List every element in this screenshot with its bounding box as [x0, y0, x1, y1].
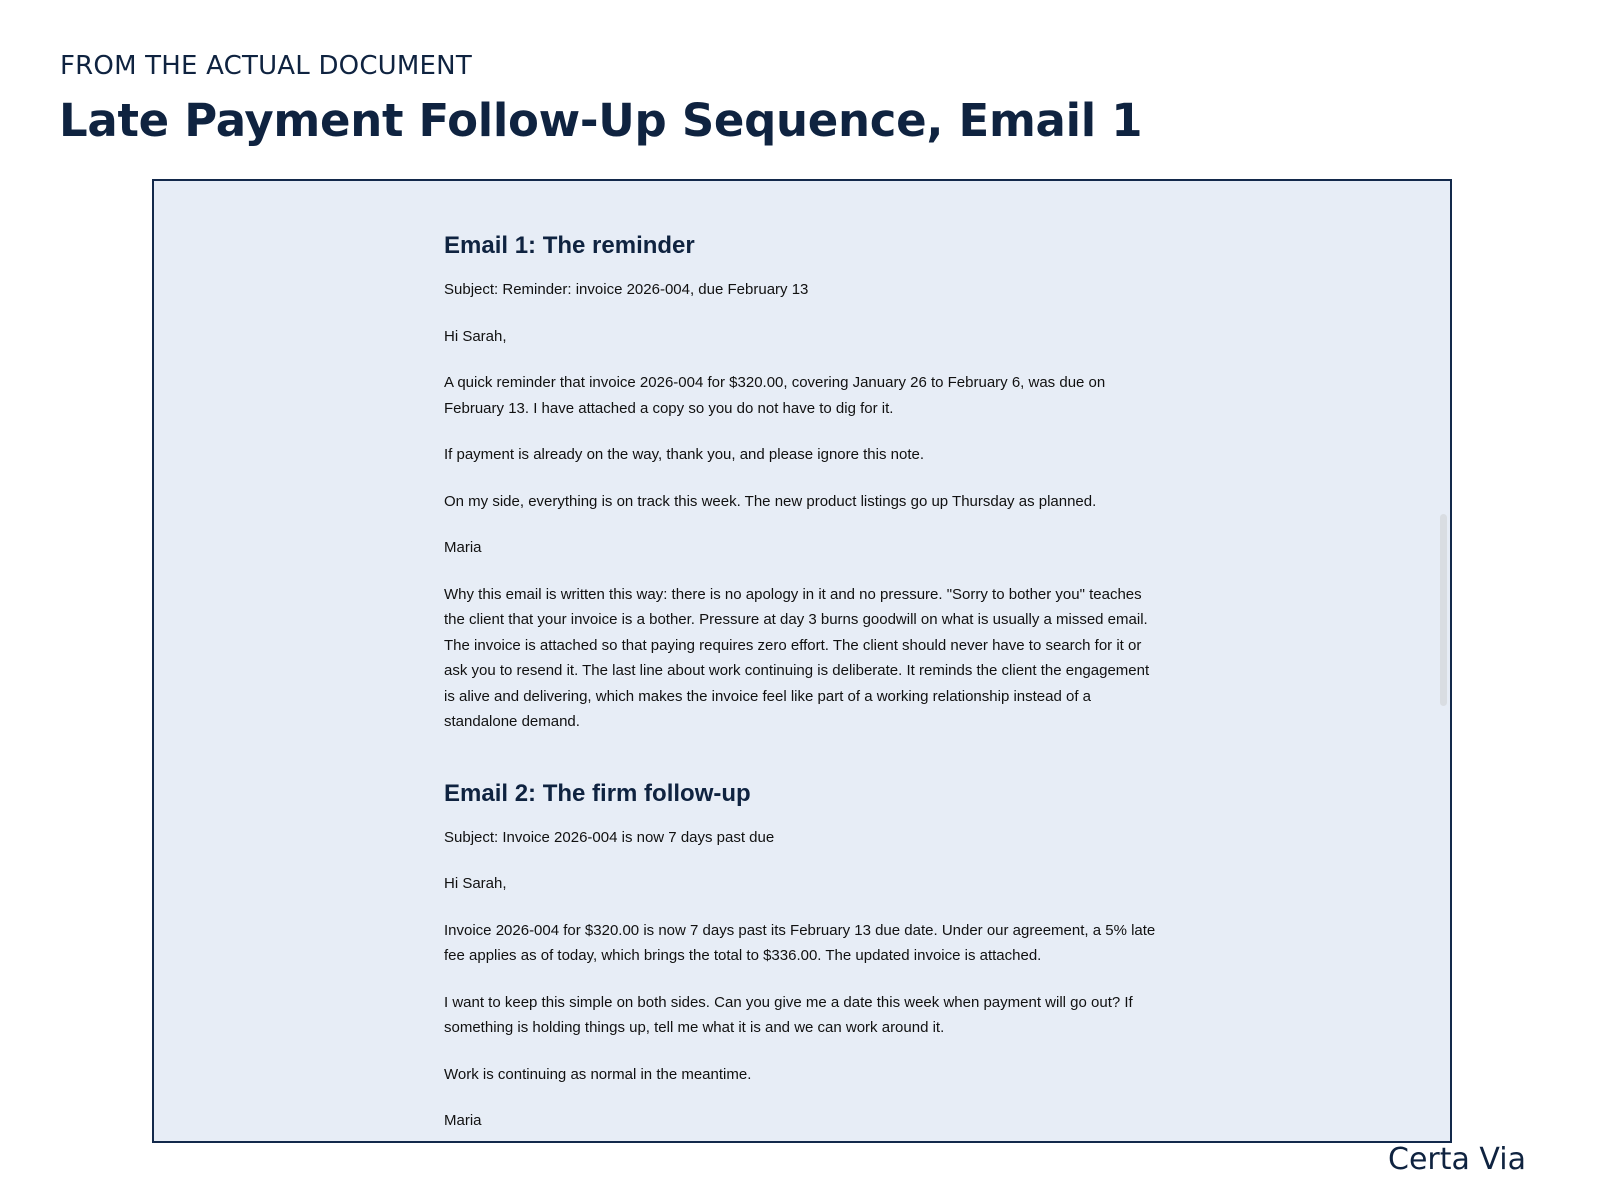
email-2-greeting: Hi Sarah,: [444, 875, 507, 892]
email-2-paragraph-2: I want to keep this simple on both sides. Can you give me a date this week when payment will go out? If something is holding things up, tell me what it is and we can work around it.: [444, 993, 1133, 1036]
email-1-subject: Subject: Reminder: invoice 2026-004, due February 13: [444, 281, 809, 298]
email-1-paragraph-3: On my side, everything is on track this week. The new product listings go up Thursday as planned.: [444, 492, 1097, 510]
email-2-signoff: Maria: [444, 1112, 482, 1129]
email-1-paragraph-1: A quick reminder that invoice 2026-004 for $320.00, covering January 26 to February 6, was due on February 13. I have attached a copy so you do not have to dig for it.: [444, 374, 1106, 417]
email-1-heading: Email 1: The reminder: [444, 232, 695, 259]
email-1-paragraph-2: If payment is already on the way, thank you, and please ignore this note.: [444, 446, 925, 463]
email-2-paragraph-3: Work is continuing as normal in the meantime.: [444, 1065, 752, 1083]
email-1-signoff: Maria: [444, 539, 482, 556]
document-content: [444, 231, 1164, 1143]
email-1-greeting: Hi Sarah,: [444, 327, 507, 345]
page-title: Late Payment Follow-Up Sequence, Email 1: [59, 94, 1143, 147]
email-1-explanation: Why this email is written this way: there is no apology in it and no pressure. "Sorry to bother you" teaches the client that your invoice is a bother. Pressure at day 3 burns goodwill on what is usually a missed email. The invoice is attached so that paying requires zero effort. The client should never have to search for it or ask you to resend it. The last line about work continuing is deliberate. It reminds the client the engagement is alive and delivering, which makes the invoice feel like part of a working relationship instead of a standalone demand.: [444, 585, 1150, 730]
section-kicker: FROM THE ACTUAL DOCUMENT: [60, 51, 472, 81]
document-frame[interactable]: [152, 179, 1452, 1143]
email-2-subject: Subject: Invoice 2026-004 is now 7 days past due: [444, 828, 775, 846]
email-2-heading: Email 2: The firm follow-up: [444, 779, 751, 807]
scrollbar-thumb[interactable]: [1440, 514, 1447, 706]
email-2-paragraph-1: Invoice 2026-004 for $320.00 is now 7 days past its February 13 due date. Under our agreement, a 5% late fee applies as of today, which brings the total to $336.00. The updated invoice is attached.: [444, 921, 1156, 964]
brand-logo: Certa Via: [1388, 1142, 1527, 1177]
